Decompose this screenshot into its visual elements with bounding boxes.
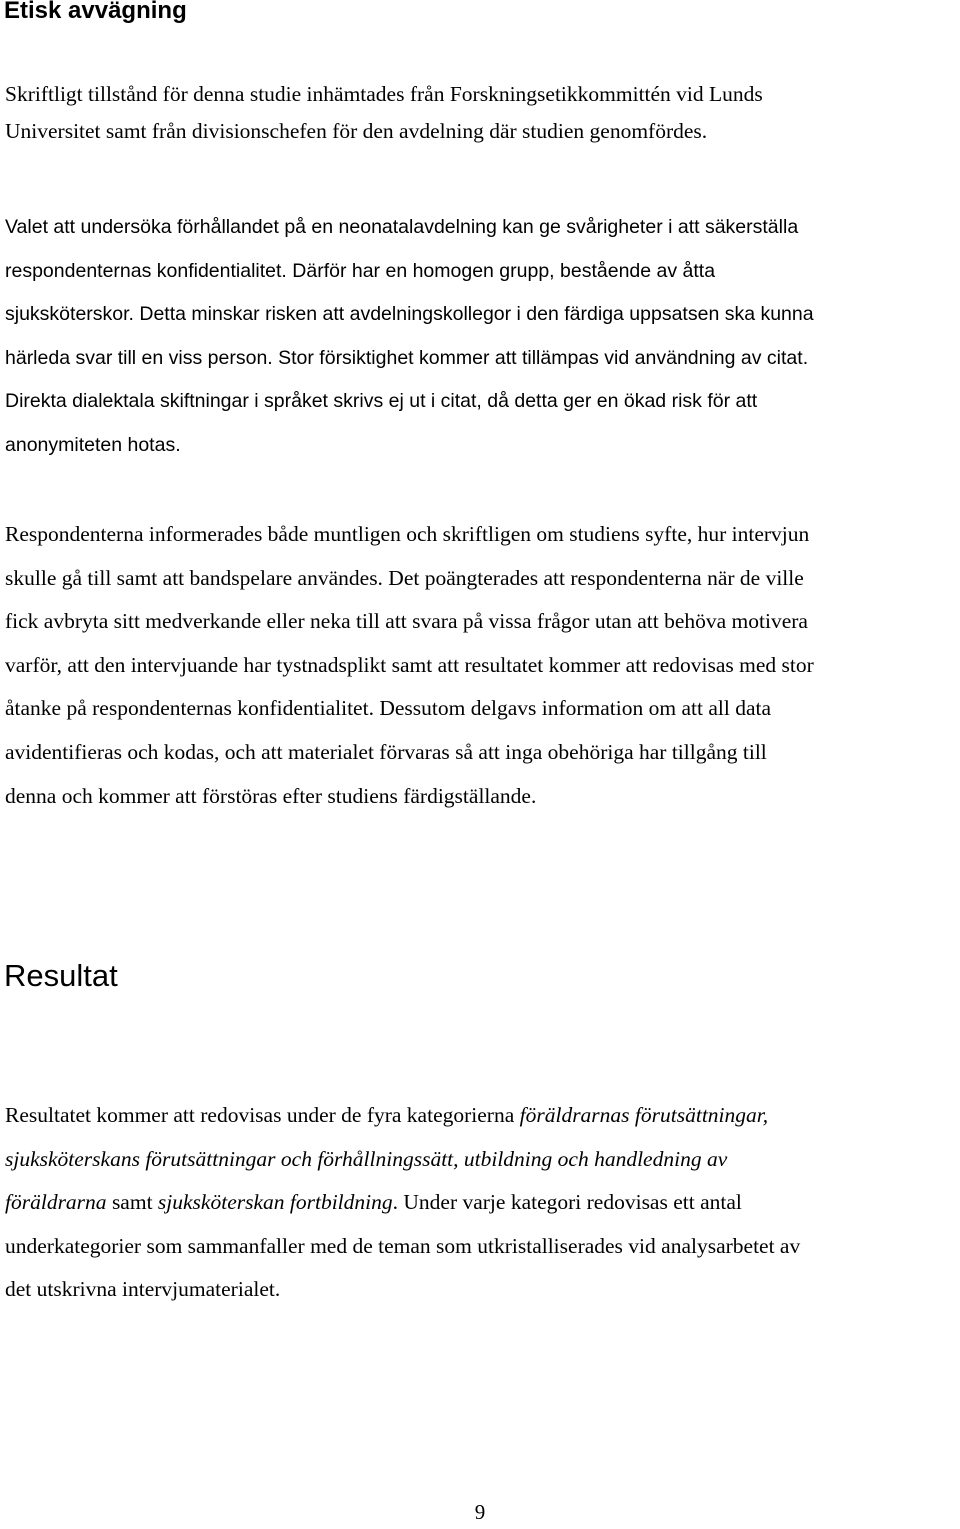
heading-etisk-avvagning: Etisk avvägning (4, 0, 187, 24)
text-run: samt (106, 1190, 158, 1215)
text-line: åtanke på respondenternas konfidentialitet. Dessutom delgavs information om att all data (5, 696, 772, 721)
text-run: . Under varje kategori redovisas ett antal (392, 1190, 742, 1215)
paragraph-ethics-confidentiality (5, 206, 960, 467)
text-line: Respondenterna informerades både muntligen och skriftligen om studiens syfte, hur intervjun (5, 522, 810, 546)
text-line: sjuksköterskor. Detta minskar risken att avdelningskollegor i den färdiga uppsatsen ska kunna (5, 303, 814, 325)
paragraph-ethics-permission (5, 76, 960, 150)
heading-resultat: Resultat (4, 958, 118, 993)
text-line: det utskrivna intervjumaterialet. (5, 1277, 281, 1302)
paragraph-results-intro (5, 1094, 960, 1312)
text-line: Direkta dialektala skiftningar i språket skrivs ej ut i citat, då detta ger en ökad risk för att (5, 390, 758, 412)
text-line: respondenternas konfidentialitet. Därför har en homogen grupp, bestående av åtta (5, 259, 716, 282)
text-line: avidentifieras och kodas, och att materialet förvaras så att inga obehöriga har tillgång till (5, 739, 767, 764)
category-name-italic: sjuksköterskans förutsättningar och förhållningssätt, utbildning och handledning av (5, 1146, 728, 1171)
text-line: Universitet samt från divisionschefen för den avdelning där studien genomfördes. (5, 119, 708, 143)
category-name-italic: föräldrarna (5, 1190, 107, 1215)
text-line: denna och kommer att förstöras efter studiens färdigställande. (5, 783, 537, 808)
text-line: underkategorier som sammanfaller med de teman som utkristalliserades vid analysarbetet av (5, 1233, 801, 1258)
text-line (5, 1138, 960, 1182)
category-name-italic: föräldrarnas förutsättningar, (519, 1103, 769, 1127)
page-number: 9 (474, 1500, 486, 1524)
text-run: Resultatet kommer att redovisas under de fyra kategorierna (5, 1103, 520, 1127)
text-line: fick avbryta sitt medverkande eller neka till att svara på vissa frågor utan att behöva motivera (5, 609, 808, 634)
category-name-italic: sjuksköterskan fortbildning (157, 1190, 393, 1215)
text-line: Valet att undersöka förhållandet på en neonatalavdelning kan ge svårigheter i att säkerställa (5, 216, 799, 238)
text-line (5, 1181, 960, 1225)
text-line: Skriftligt tillstånd för denna studie inhämtades från Forskningsetikkommittén vid Lunds (5, 82, 763, 106)
text-line (5, 1094, 960, 1138)
text-line: härleda svar till en viss person. Stor försiktighet kommer att tillämpas vid användning av citat. (5, 346, 809, 369)
text-line: skulle gå till samt att bandspelare användes. Det poängterades att respondenterna när de ville (5, 565, 804, 590)
text-line: varför, att den intervjuande har tystnadsplikt samt att resultatet kommer att redovisas med stor (5, 652, 814, 677)
paragraph-ethics-informed-consent (5, 513, 960, 818)
text-line: anonymiteten hotas. (5, 433, 181, 456)
